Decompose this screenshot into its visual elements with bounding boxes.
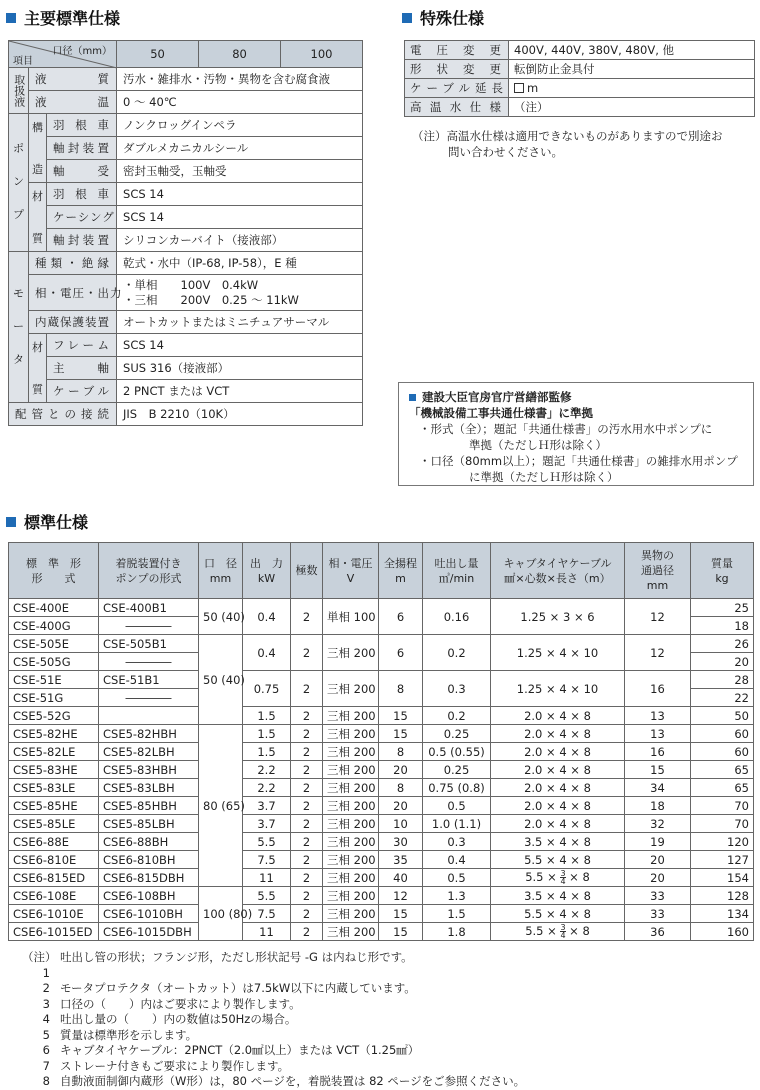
mass-cell: 120 [691,833,754,851]
header-mass: 質量 kg [691,543,754,599]
model-cell: CSE6-1015ED [9,923,99,941]
flow-cell: 0.5 (0.55) [423,743,491,761]
detach-cell: CSE-505B1 [99,635,199,653]
diameter-cell: 100 (80) [199,887,243,941]
pass-cell: 34 [625,779,691,797]
poles-cell: 2 [291,707,323,725]
model-cell: CSE5-52G [9,707,99,725]
detach-cell [99,707,199,725]
detach-cell: CSE5-82HBH [99,725,199,743]
cable-cell: 2.0 × 4 × 8 [491,707,625,725]
detach-cell: CSE-400B1 [99,599,199,617]
output-cell: 1.5 [243,707,291,725]
cable-value: 2 PNCT または VCT [117,380,363,403]
spec-header-row [9,41,363,68]
header-model: 標 準 形 形 式 [9,543,99,599]
detach-cell: CSE-51B1 [99,671,199,689]
mass-cell: 26 [691,635,754,653]
special-label-voltage: 電圧変更 [405,41,509,60]
subcat-material: 材 質 [29,183,47,252]
impeller-mat-label: 羽根車 [47,183,117,206]
model-cell: CSE5-85LE [9,815,99,833]
model-cell: CSE5-82LE [9,743,99,761]
pass-cell: 13 [625,707,691,725]
model-cell: CSE-51G [9,689,99,707]
frame-label: フレーム [47,334,117,357]
mass-cell: 127 [691,851,754,869]
pass-cell: 15 [625,761,691,779]
temp-label: 液 温 [29,91,117,114]
poles-cell: 2 [291,869,323,887]
poles-cell: 2 [291,779,323,797]
pass-cell: 36 [625,923,691,941]
detach-cell: CSE6-815DBH [99,869,199,887]
output-cell: 5.5 [243,833,291,851]
category-motor: モ ー タ [9,252,29,403]
std-header-row [9,543,754,599]
special-spec-table [404,40,755,117]
conn-value: JIS B 2210（10K） [117,403,363,426]
detach-cell: CSE6-810BH [99,851,199,869]
output-cell: 2.2 [243,779,291,797]
flow-cell: 0.4 [423,851,491,869]
mass-cell: 28 [691,671,754,689]
box-bullet-2b: に準拠（ただしＨ形は除く） [469,470,619,484]
phase-cell: 三相 200 [323,851,379,869]
mass-cell: 20 [691,653,754,671]
frame-value: SCS 14 [117,334,363,357]
size-50: 50 [117,41,199,68]
table-row [9,743,754,761]
mass-cell: 25 [691,599,754,617]
model-cell: CSE5-85HE [9,797,99,815]
cable-cell: 5.5 × 4 × 8 [491,851,625,869]
box-title: 建設大臣官房官庁営繕部監修 [409,389,743,405]
header-item: 項目 [13,56,33,67]
model-cell: CSE5-82HE [9,725,99,743]
table-row [9,761,754,779]
pass-cell: 12 [625,635,691,671]
table-row [9,599,754,617]
flow-cell: 0.5 [423,797,491,815]
model-cell: CSE5-83HE [9,761,99,779]
table-row [9,815,754,833]
mass-cell: 60 [691,725,754,743]
head-cell: 8 [379,743,423,761]
table-row [9,887,754,905]
special-label-hotwater: 高温水仕様 [405,98,509,117]
head-cell: 20 [379,797,423,815]
poles-cell: 2 [291,851,323,869]
phase-cell: 三相 200 [323,761,379,779]
footnote-item: 5 質量は標準形を示します。 [42,1027,198,1042]
detach-cell: CSE6-1015DBH [99,923,199,941]
category-handling: 取扱液 [9,68,29,114]
cable-cell: 1.25 × 4 × 10 [491,671,625,707]
poles-cell: 2 [291,923,323,941]
seal-mat-label: 軸封装置 [47,229,117,252]
header-diameter: 口 径 mm [199,543,243,599]
pass-cell: 20 [625,869,691,887]
head-cell: 15 [379,707,423,725]
flow-cell: 0.3 [423,671,491,707]
pass-cell: 16 [625,743,691,761]
model-cell: CSE-505G [9,653,99,671]
casing-value: SCS 14 [117,206,363,229]
flow-cell: 0.2 [423,635,491,671]
header-detach: 着脱装置付き ポンプの形式 [99,543,199,599]
pass-cell: 33 [625,887,691,905]
phase-cell: 三相 200 [323,869,379,887]
pass-cell: 13 [625,725,691,743]
table-row [9,905,754,923]
poles-cell: 2 [291,725,323,743]
cable-cell: 2.0 × 4 × 8 [491,815,625,833]
model-cell: CSE6-108E [9,887,99,905]
detach-cell: CSE6-1010BH [99,905,199,923]
output-cell: 0.4 [243,635,291,671]
cable-label: ケーブル [47,380,117,403]
phase-cell: 三相 200 [323,707,379,725]
phase-cell: 三相 200 [323,743,379,761]
output-cell: 3.7 [243,797,291,815]
head-cell: 6 [379,635,423,671]
diameter-cell: 50 (40) [199,599,243,635]
table-row [9,851,754,869]
pass-cell: 33 [625,905,691,923]
mass-cell: 128 [691,887,754,905]
poles-cell: 2 [291,887,323,905]
main-spec-table [8,40,363,426]
mass-cell: 154 [691,869,754,887]
head-cell: 35 [379,851,423,869]
pass-cell: 12 [625,599,691,635]
type-label: 種類・絶縁 [29,252,117,275]
phase-cell: 三相 200 [323,725,379,743]
table-row [9,707,754,725]
output-cell: 3.7 [243,815,291,833]
cable-cell: 2.0 × 4 × 8 [491,797,625,815]
head-cell: 15 [379,923,423,941]
footnote-item: 4 吐出し量の（ ）内の数値は50Hzの場合。 [42,1012,297,1026]
header-flow: 吐出し量 ㎥/min [423,543,491,599]
diagonal-header-cell [9,41,117,68]
footnote-item: （注） 1 吐出し管の形状；フランジ形，ただし形状記号 -G は内ねじ形です。 [22,950,413,980]
mass-cell: 65 [691,761,754,779]
fraction-three-quarters: $\frac{3}{4}$ [560,923,566,940]
flow-cell: 1.0 (1.1) [423,815,491,833]
cable-cell: 5.5 × $\frac{3}{4}$ × 8 [491,869,625,887]
output-cell: 11 [243,923,291,941]
poles-cell: 2 [291,833,323,851]
header-phase: 相・電圧 V [323,543,379,599]
square-bullet-icon [6,13,16,23]
box-bullet-1b: 準拠（ただしＨ形は除く） [469,438,607,452]
table-row [9,869,754,887]
phase-cell: 三相 200 [323,797,379,815]
poles-cell: 2 [291,815,323,833]
model-cell: CSE6-88E [9,833,99,851]
detach-cell: ―――― [99,617,199,635]
poles-cell: 2 [291,761,323,779]
diameter-cell: 80 (65) [199,725,243,887]
mass-cell: 50 [691,707,754,725]
table-row [9,833,754,851]
cable-cell: 2.0 × 4 × 8 [491,761,625,779]
type-value: 乾式・水中（IP-68, IP-58），E 種 [117,252,363,275]
cable-cell: 5.5 × $\frac{3}{4}$ × 8 [491,923,625,941]
phase-cell: 単相 100 [323,599,379,635]
size-100: 100 [281,41,363,68]
model-cell: CSE-400G [9,617,99,635]
bearing-value: 密封玉軸受，玉軸受 [117,160,363,183]
model-cell: CSE6-1010E [9,905,99,923]
head-cell: 15 [379,725,423,743]
pass-cell: 16 [625,671,691,707]
phase-cell: 三相 200 [323,905,379,923]
header-head: 全揚程 m [379,543,423,599]
header-cable: キャブタイヤケーブル ㎟×心数×長さ（m） [491,543,625,599]
mass-cell: 160 [691,923,754,941]
output-cell: 1.5 [243,743,291,761]
phase-cell: 三相 200 [323,815,379,833]
square-bullet-icon [402,13,412,23]
table-row [9,797,754,815]
special-value-voltage: 400V, 440V, 380V, 480V, 他 [509,41,755,60]
box-bullet-1: ・形式（全）；題記「共通仕様書」の汚水用水中ポンプに [419,422,713,436]
cable-cell: 3.5 × 4 × 8 [491,833,625,851]
standard-spec-table [8,542,754,941]
phase-cell: 三相 200 [323,635,379,671]
protect-label: 内蔵保護装置 [29,311,117,334]
category-pump: ポ ン プ [9,114,29,252]
mass-cell: 22 [691,689,754,707]
liquid-value: 汚水・雑排水・汚物・異物を含む腐食液 [117,68,363,91]
output-cell: 1.5 [243,725,291,743]
poles-cell: 2 [291,635,323,671]
pass-cell: 19 [625,833,691,851]
head-cell: 15 [379,905,423,923]
head-cell: 10 [379,815,423,833]
poles-cell: 2 [291,905,323,923]
model-cell: CSE-505E [9,635,99,653]
header-output: 出 力 kW [243,543,291,599]
cable-cell: 1.25 × 3 × 6 [491,599,625,635]
flow-cell: 1.5 [423,905,491,923]
output-cell: 11 [243,869,291,887]
model-cell: CSE5-83LE [9,779,99,797]
footnote-item: 3 口径の（ ）内はご要求により製作します。 [42,996,301,1011]
flow-cell: 0.25 [423,725,491,743]
special-value-shape: 転倒防止金具付 [509,60,755,79]
footnote-item: 7 ストレーナ付きもご要求により製作します。 [42,1058,290,1073]
phase-value: ・単相 100V 0.4kW ・三相 200V 0.25 ～ 11kW [117,275,363,311]
footnote-item: 6 キャブタイヤケーブル：2PNCT（2.0㎟以上）または VCT（1.25㎟） [42,1043,420,1057]
footnotes [22,950,525,1090]
section-title-standard: 標準仕様 [6,510,88,533]
mass-cell: 70 [691,815,754,833]
output-cell: 0.4 [243,599,291,635]
mass-cell: 60 [691,743,754,761]
fraction-three-quarters: $\frac{3}{4}$ [560,869,566,886]
header-poles: 極数 [291,543,323,599]
detach-cell: CSE5-85HBH [99,797,199,815]
table-row [9,671,754,689]
phase-cell: 三相 200 [323,923,379,941]
special-label-shape: 形状変更 [405,60,509,79]
table-row [9,725,754,743]
flow-cell: 0.5 [423,869,491,887]
box-bullet-2: ・口径（80mm以上）；題記「共通仕様書」の雑排水用ポンプ [419,454,738,468]
detach-cell: ―――― [99,689,199,707]
model-cell: CSE6-810E [9,851,99,869]
phase-cell: 三相 200 [323,887,379,905]
table-row [9,923,754,941]
liquid-label: 液 質 [29,68,117,91]
poles-cell: 2 [291,743,323,761]
special-note: （注）高温水仕様は適用できないものがありますので別途お 問い合わせください。 [412,129,723,159]
cable-cell: 1.25 × 4 × 10 [491,635,625,671]
flow-cell: 0.3 [423,833,491,851]
flow-cell: 0.2 [423,707,491,725]
head-cell: 40 [379,869,423,887]
model-cell: CSE-400E [9,599,99,617]
conn-label: 配管との接続 [9,403,117,426]
subcat-structure: 構 造 [29,114,47,183]
flow-cell: 0.25 [423,761,491,779]
head-cell: 12 [379,887,423,905]
detach-cell: CSE6-108BH [99,887,199,905]
protect-value: オートカットまたはミニチュアサーマル [117,311,363,334]
special-value-cable: m [509,79,755,98]
output-cell: 0.75 [243,671,291,707]
poles-cell: 2 [291,671,323,707]
footnote-item: 8 自動液面制御内蔵形（W形）は，80 ページを，着脱装置は 82 ページをご参照ください。 [42,1074,526,1088]
header-pass: 異物の 通過径 mm [625,543,691,599]
square-bullet-icon [409,394,416,401]
output-cell: 7.5 [243,905,291,923]
casing-label: ケーシング [47,206,117,229]
table-row [9,779,754,797]
output-cell: 2.2 [243,761,291,779]
special-value-hotwater: （注） [509,98,755,117]
head-cell: 30 [379,833,423,851]
section-title-special: 特殊仕様 [402,6,484,29]
poles-cell: 2 [291,797,323,815]
impeller-label: 羽根車 [47,114,117,137]
detach-cell: ―――― [99,653,199,671]
detach-cell: CSE5-85LBH [99,815,199,833]
shaft-label: 主 軸 [47,357,117,380]
table-row [9,635,754,653]
flow-cell: 0.75 (0.8) [423,779,491,797]
diameter-cell: 50 (40) [199,635,243,725]
special-label-cable: ケーブル延長 [405,79,509,98]
mass-cell: 18 [691,617,754,635]
footnote-item: 2 モータプロテクタ（オートカット）は7.5kW以下に内蔵しています。 [42,981,416,995]
header-diameter: 口径（mm） [52,46,113,57]
seal-label: 軸封装置 [47,137,117,160]
model-cell: CSE-51E [9,671,99,689]
ministry-box [398,382,754,486]
seal-mat-value: シリコンカーバイト（接液部） [117,229,363,252]
square-bullet-icon [6,517,16,527]
phase-label: 相・電圧・出力 [29,275,117,311]
poles-cell: 2 [291,599,323,635]
detach-cell: CSE5-83HBH [99,761,199,779]
mass-cell: 70 [691,797,754,815]
detach-cell: CSE5-83LBH [99,779,199,797]
section-title-main: 主要標準仕様 [6,6,120,29]
output-cell: 5.5 [243,887,291,905]
head-cell: 8 [379,779,423,797]
size-80: 80 [199,41,281,68]
phase-cell: 三相 200 [323,779,379,797]
cable-cell: 2.0 × 4 × 8 [491,779,625,797]
cable-cell: 2.0 × 4 × 8 [491,743,625,761]
phase-cell: 三相 200 [323,671,379,707]
seal-value: ダブルメカニカルシール [117,137,363,160]
cable-cell: 5.5 × 4 × 8 [491,905,625,923]
cable-cell: 3.5 × 4 × 8 [491,887,625,905]
impeller-mat-value: SCS 14 [117,183,363,206]
temp-value: 0 ～ 40℃ [117,91,363,114]
head-cell: 20 [379,761,423,779]
mass-cell: 134 [691,905,754,923]
model-cell: CSE6-815ED [9,869,99,887]
motor-subcat-material: 材 質 [29,334,47,403]
flow-cell: 1.3 [423,887,491,905]
checkbox-icon [514,83,524,93]
impeller-value: ノンクロッグインペラ [117,114,363,137]
detach-cell: CSE5-82LBH [99,743,199,761]
flow-cell: 0.16 [423,599,491,635]
box-subtitle: 「機械設備工事共通仕様書」に準拠 [409,406,593,420]
flow-cell: 1.8 [423,923,491,941]
phase-cell: 三相 200 [323,833,379,851]
head-cell: 6 [379,599,423,635]
pass-cell: 20 [625,851,691,869]
output-cell: 7.5 [243,851,291,869]
mass-cell: 65 [691,779,754,797]
shaft-value: SUS 316（接液部） [117,357,363,380]
head-cell: 8 [379,671,423,707]
detach-cell: CSE6-88BH [99,833,199,851]
pass-cell: 32 [625,815,691,833]
cable-cell: 2.0 × 4 × 8 [491,725,625,743]
bearing-label: 軸 受 [47,160,117,183]
pass-cell: 18 [625,797,691,815]
